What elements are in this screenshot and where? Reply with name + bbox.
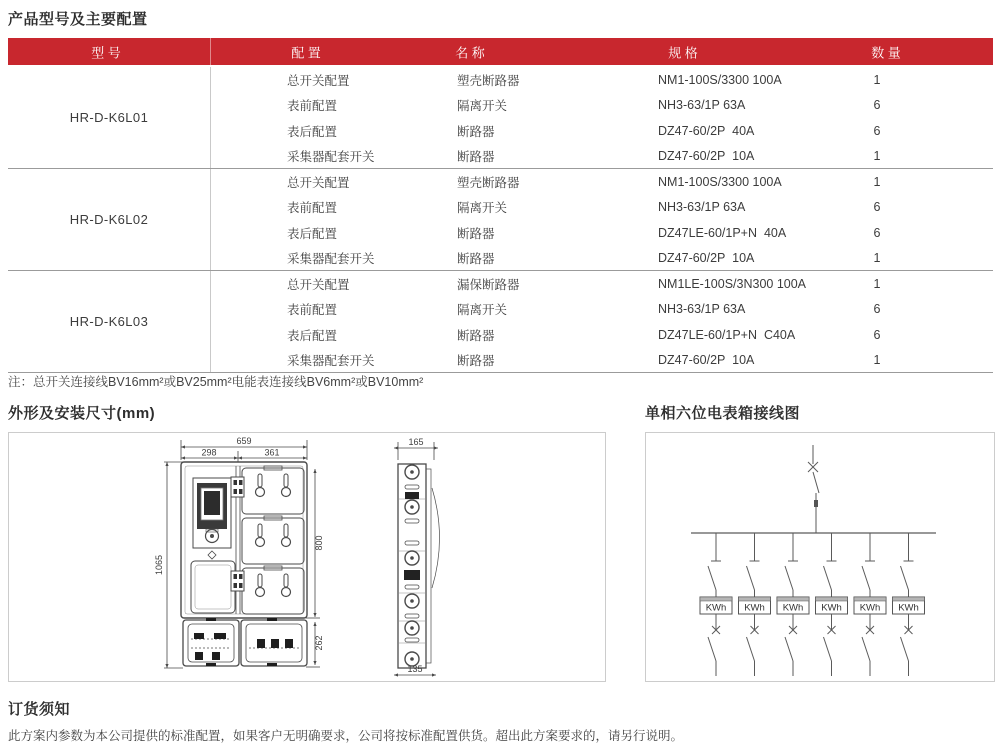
table-row — [8, 169, 993, 195]
cell-spec: DZ47-60/2P 10A — [658, 353, 755, 368]
kwh-meter-label: KWh — [859, 602, 881, 614]
cell-qty: 6 — [873, 302, 881, 317]
kwh-meter-label: KWh — [898, 602, 919, 614]
cell-config: 表前配置 — [287, 303, 338, 318]
cell-spec: DZ47-60/2P 10A — [658, 251, 755, 266]
cell-name: 断路器 — [457, 124, 495, 139]
cell-spec: NM1-100S/3300 100A — [658, 174, 782, 189]
kwh-meter-label: KWh — [782, 602, 804, 614]
kwh-meter-label: KWh — [705, 602, 727, 614]
header-qty: 数 量 — [871, 45, 901, 60]
cell-name: 塑壳断路器 — [457, 175, 520, 190]
cell-qty: 1 — [873, 353, 881, 368]
cell-config: 采集器配套开关 — [287, 354, 375, 369]
cell-model: HR-D-K6L02 — [69, 212, 149, 227]
header-name: 名 称 — [455, 45, 485, 60]
cell-qty: 6 — [873, 225, 881, 240]
table-row — [8, 348, 993, 374]
cell-config: 采集器配套开关 — [287, 150, 375, 165]
cell-qty: 1 — [873, 276, 881, 291]
model-group — [8, 67, 993, 169]
header-model: 型 号 — [91, 45, 121, 60]
table-row — [8, 246, 993, 272]
cell-config: 表后配置 — [287, 226, 338, 241]
cell-qty: 6 — [873, 327, 881, 342]
model-group — [8, 169, 993, 271]
cell-spec: NH3-63/1P 63A — [658, 98, 746, 113]
cell-model: HR-D-K6L03 — [69, 314, 149, 329]
cell-config: 采集器配套开关 — [287, 252, 375, 267]
table-row — [8, 322, 993, 348]
header-spec: 规 格 — [668, 45, 698, 60]
config-table-header — [8, 38, 993, 65]
kwh-meter-label: KWh — [821, 602, 842, 614]
config-table-body — [8, 67, 993, 373]
cell-name: 隔离开关 — [457, 201, 508, 216]
meter-branch — [854, 533, 886, 676]
meter-branch — [739, 533, 771, 676]
cell-name: 漏保断路器 — [457, 277, 520, 292]
dimensions-panel — [8, 432, 606, 682]
wiring-panel — [645, 432, 995, 682]
cell-qty: 1 — [873, 72, 881, 87]
dim-361: 361 — [264, 447, 280, 458]
cell-spec: NM1LE-100S/3N300 100A — [658, 276, 807, 291]
table-row — [8, 67, 993, 93]
dim-659: 659 — [236, 436, 252, 446]
order-title: 订货须知 — [8, 701, 71, 718]
table-row — [8, 297, 993, 323]
kwh-meter-label: KWh — [744, 602, 765, 614]
cell-spec: DZ47LE-60/1P+N C40A — [658, 327, 796, 342]
cell-config: 表后配置 — [287, 328, 338, 343]
table-row — [8, 220, 993, 246]
cell-qty: 6 — [873, 200, 881, 215]
dim-800: 800 — [314, 535, 324, 551]
cell-config: 总开关配置 — [287, 277, 350, 292]
cell-name: 隔离开关 — [457, 303, 508, 318]
cell-qty: 1 — [873, 174, 881, 189]
dim-1065: 1065 — [154, 554, 164, 576]
cell-qty: 6 — [873, 123, 881, 138]
config-table — [8, 38, 993, 373]
table-row — [8, 195, 993, 221]
table-row — [8, 271, 993, 297]
cell-spec: DZ47-60/2P 10A — [658, 149, 755, 164]
dim-298: 298 — [201, 447, 217, 458]
cell-name: 断路器 — [457, 328, 495, 343]
dimension-drawing — [9, 433, 605, 681]
table-row — [8, 144, 993, 170]
cell-name: 断路器 — [457, 252, 495, 267]
cell-name: 断路器 — [457, 354, 495, 369]
cell-config: 总开关配置 — [287, 73, 350, 88]
dim-262: 262 — [314, 635, 324, 651]
cell-qty: 1 — [873, 149, 881, 164]
cell-spec: NH3-63/1P 63A — [658, 302, 746, 317]
cell-name: 断路器 — [457, 226, 495, 241]
cell-config: 表前配置 — [287, 201, 338, 216]
cell-name: 塑壳断路器 — [457, 73, 520, 88]
table-row — [8, 93, 993, 119]
meter-branch — [700, 533, 732, 676]
cell-name: 隔离开关 — [457, 99, 508, 114]
header-config: 配 置 — [291, 45, 321, 60]
cell-config: 总开关配置 — [287, 175, 350, 190]
model-group — [8, 271, 993, 373]
wiring-title: 单相六位电表箱接线图 — [645, 405, 801, 422]
header-column-divider — [210, 38, 211, 65]
table-row — [8, 118, 993, 144]
cell-spec: NM1-100S/3300 100A — [658, 72, 782, 87]
cell-model: HR-D-K6L01 — [69, 110, 149, 125]
meter-branch — [816, 533, 848, 676]
wiring-diagram — [646, 433, 994, 681]
cell-spec: DZ47LE-60/1P+N 40A — [658, 225, 787, 240]
wiring-note: 注：总开关连接线BV16mm²或BV25mm²电能表连接线BV6mm²或BV10mm² — [8, 375, 424, 389]
dim-135: 135 — [407, 664, 423, 674]
table-title: 产品型号及主要配置 — [8, 11, 148, 28]
cell-config: 表后配置 — [287, 124, 338, 139]
cell-name: 断路器 — [457, 150, 495, 165]
cell-spec: NH3-63/1P 63A — [658, 200, 746, 215]
dimensions-title: 外形及安装尺寸(mm) — [8, 405, 156, 422]
cell-qty: 1 — [873, 251, 881, 266]
cell-config: 表前配置 — [287, 99, 338, 114]
order-text: 此方案内参数为本公司提供的标准配置，如果客户无明确要求，公司将按标准配置供货。超出此方案要求的，请另行说明。 — [8, 729, 684, 743]
meter-branch — [777, 533, 809, 676]
cell-qty: 6 — [873, 98, 881, 113]
dim-165: 165 — [408, 437, 424, 447]
meter-branch — [893, 533, 925, 676]
cell-spec: DZ47-60/2P 40A — [658, 123, 755, 138]
